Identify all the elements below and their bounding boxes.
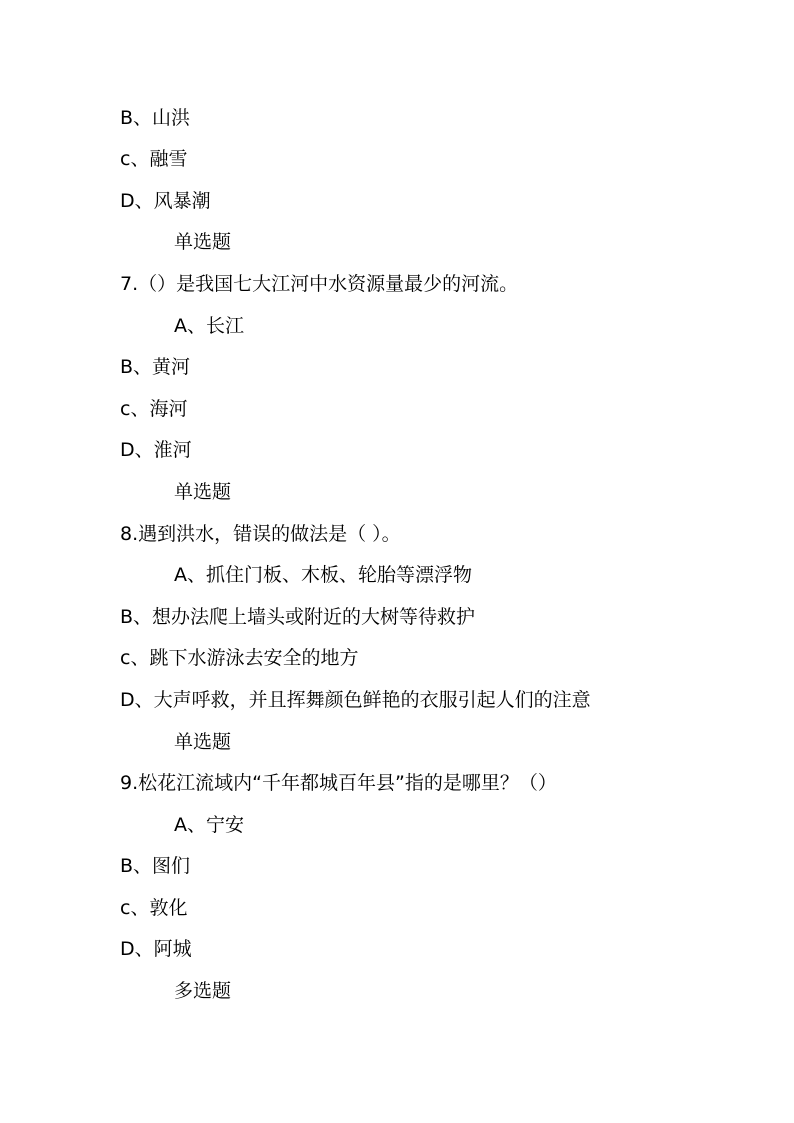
question-8: 8.遇到洪水，错误的做法是（ ）。 <box>120 523 401 545</box>
q9-option-b: B、图们 <box>120 855 191 877</box>
question-type-label: 多选题 <box>174 980 232 1002</box>
option-b-flash-flood: B、山洪 <box>120 107 191 129</box>
question-9: 9.松花江流域内“千年都城百年县”指的是哪里？（） <box>120 772 557 794</box>
q8-option-b: B、想办法爬上墙头或附近的大树等待救护 <box>120 606 476 628</box>
q7-option-c: c、海河 <box>120 398 188 420</box>
q8-option-c: c、跳下水游泳去安全的地方 <box>120 647 359 669</box>
question-type-label: 单选题 <box>174 231 232 253</box>
q8-option-d: D、大声呼救，并且挥舞颜色鲜艳的衣服引起人们的注意 <box>120 689 591 711</box>
question-type-label: 单选题 <box>174 481 232 503</box>
q9-option-c: c、敦化 <box>120 897 188 919</box>
q9-option-d: D、阿城 <box>120 938 192 960</box>
question-type-label: 单选题 <box>174 731 232 753</box>
option-d-storm-surge: D、风暴潮 <box>120 190 211 212</box>
q7-option-b: B、黄河 <box>120 356 191 378</box>
q9-option-a: A、宁安 <box>174 814 244 836</box>
q7-option-d: D、淮河 <box>120 439 192 461</box>
option-c-snowmelt: c、融雪 <box>120 148 188 170</box>
question-7: 7.（）是我国七大江河中水资源量最少的河流。 <box>120 273 519 295</box>
q8-option-a: A、抓住门板、木板、轮胎等漂浮物 <box>174 564 472 586</box>
q7-option-a: A、长江 <box>174 315 244 337</box>
